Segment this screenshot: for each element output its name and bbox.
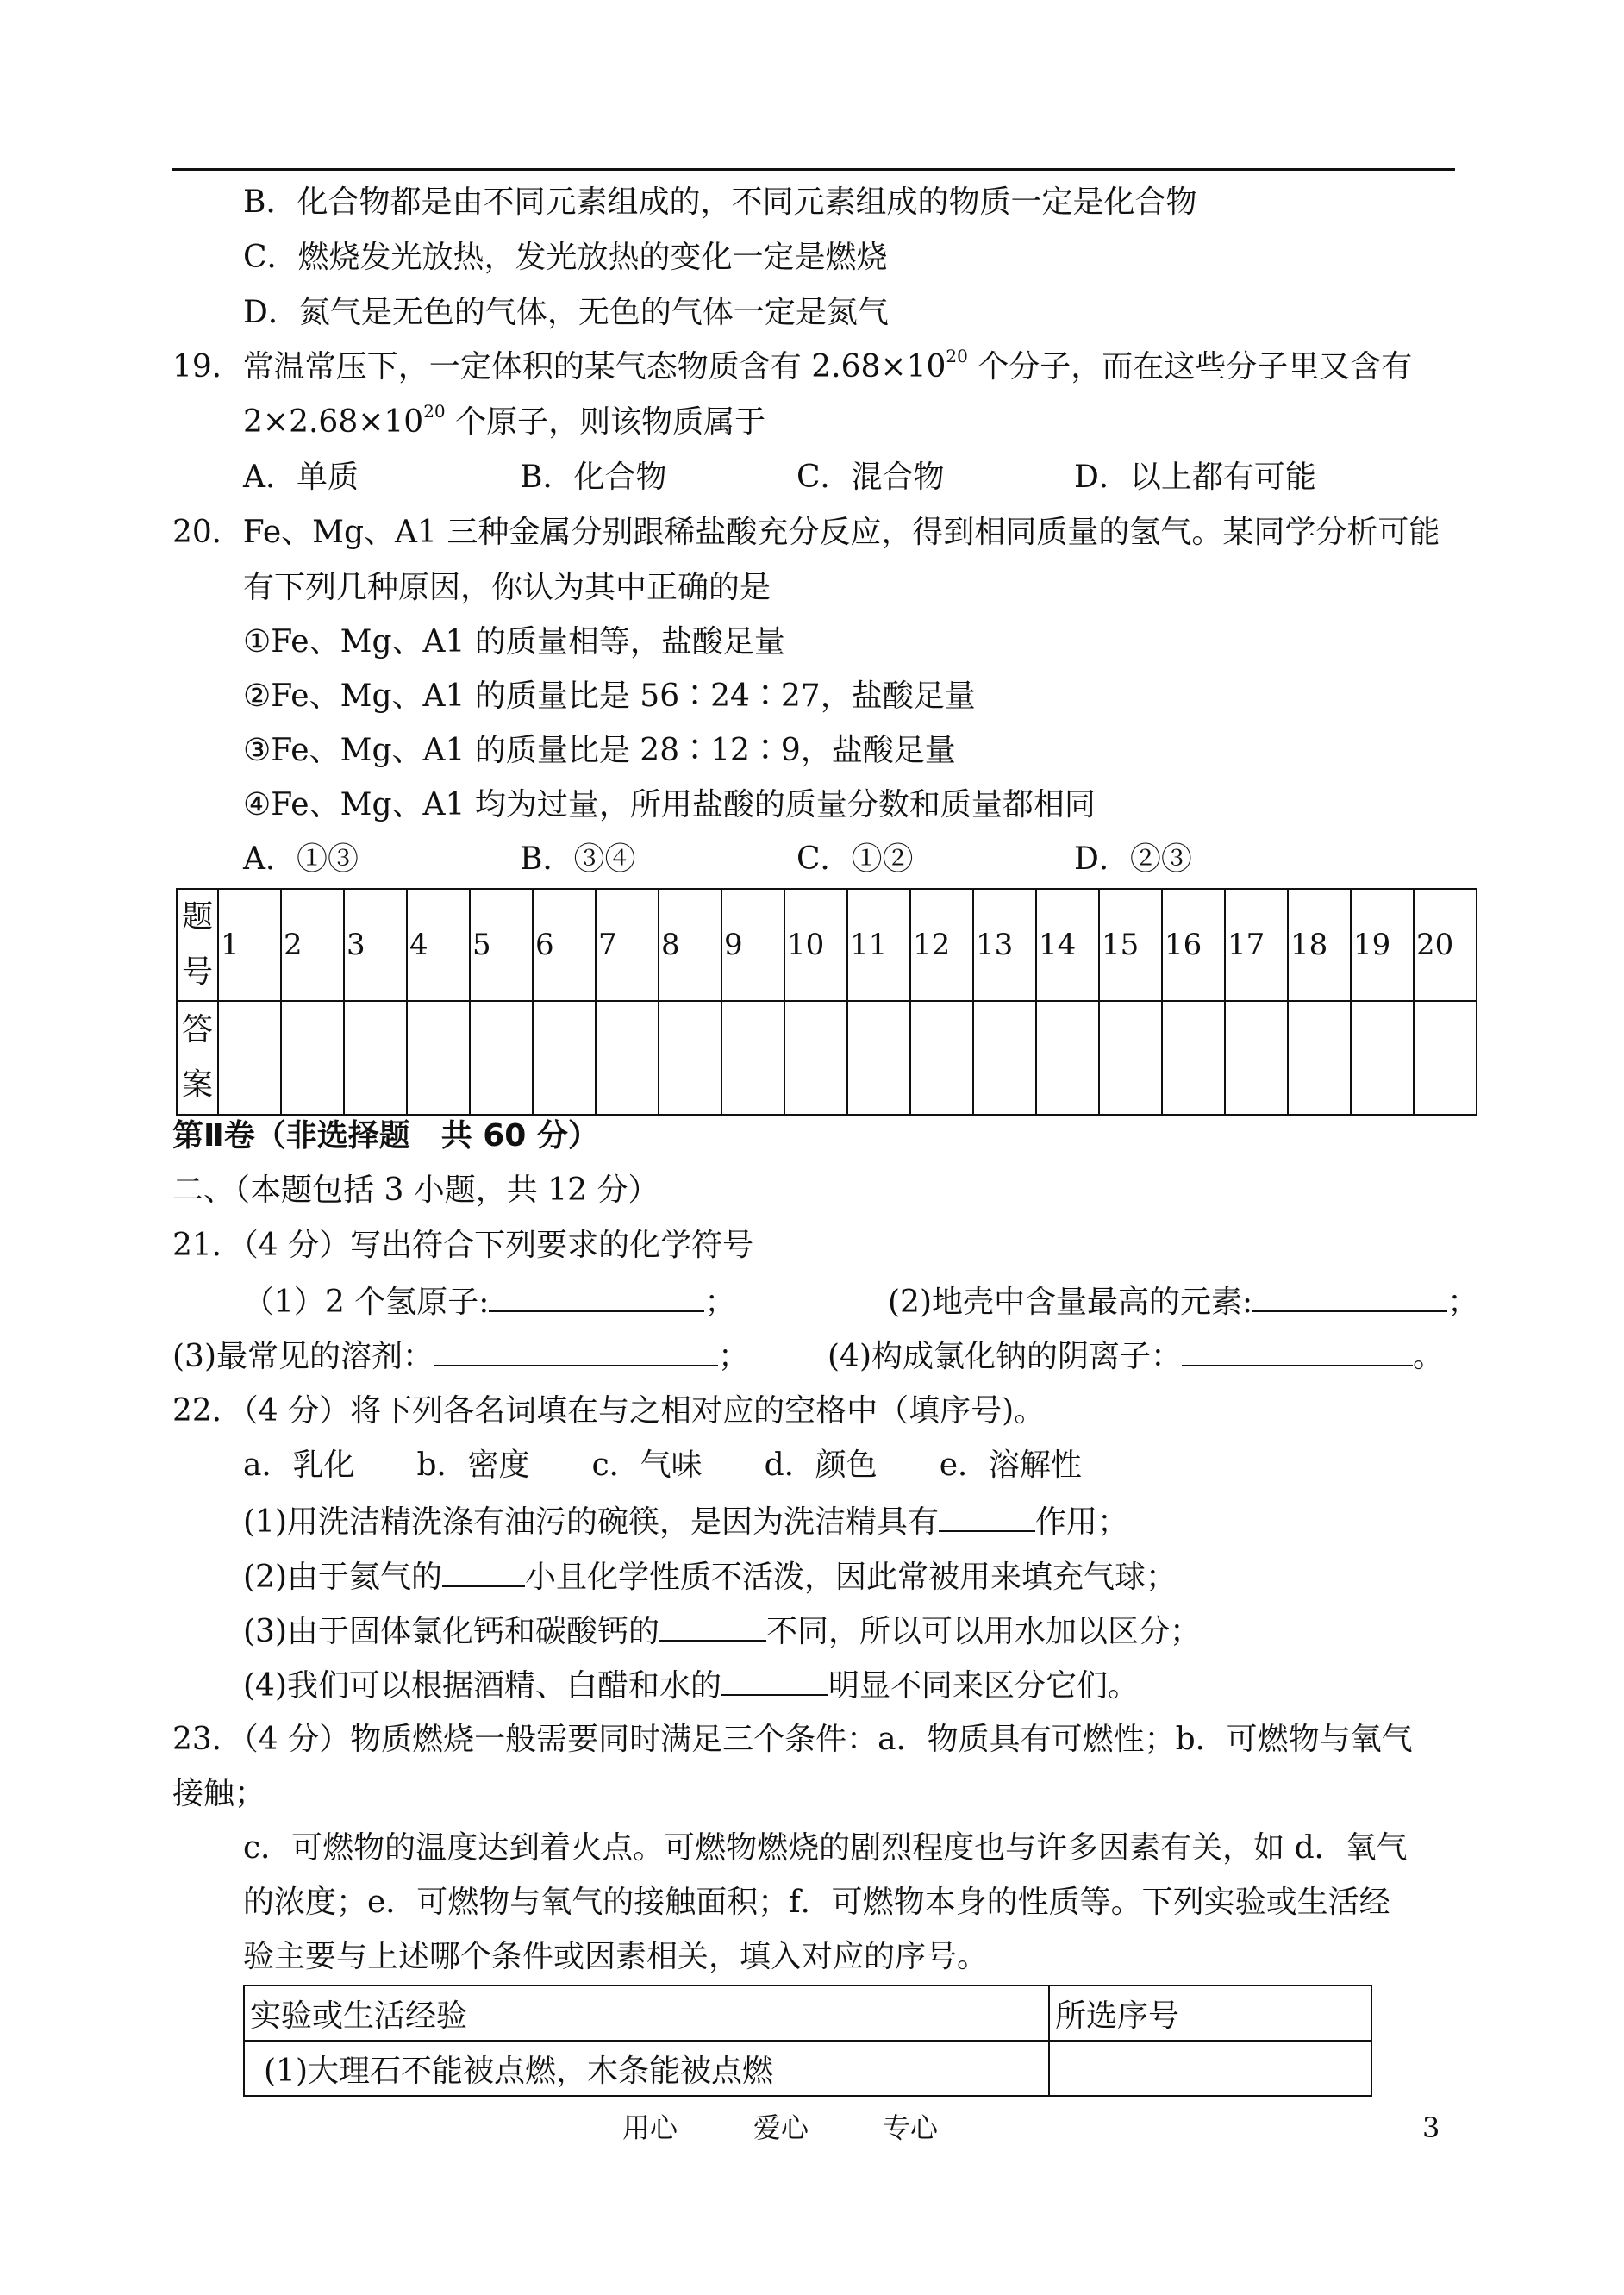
question-number: 4 xyxy=(407,889,470,1001)
q21-item-1: （1）2 个氢原子: ； xyxy=(243,1281,735,1323)
q22-item-4: (4)我们可以根据酒精、白醋和水的 明显不同来区分它们。 xyxy=(243,1665,1139,1706)
answer-cell[interactable] xyxy=(1162,1001,1225,1115)
answer-blank[interactable] xyxy=(442,1556,525,1587)
answer-row xyxy=(177,1001,1477,1115)
answer-cell[interactable] xyxy=(596,1001,659,1115)
footer-motto-1: 用心 xyxy=(622,2111,678,2144)
answer-blank[interactable] xyxy=(1252,1281,1447,1312)
selection-cell[interactable] xyxy=(1049,2041,1371,2096)
question-number: 2 xyxy=(281,889,344,1001)
question-number-row xyxy=(177,889,1477,1001)
answer-header: 答案 xyxy=(177,1001,218,1115)
answer-blank[interactable] xyxy=(939,1501,1035,1532)
answer-cell[interactable] xyxy=(910,1001,973,1115)
q21-item-4: (4)构成氯化钠的阴离子： 。 xyxy=(828,1335,1444,1377)
q20-statement-4: ④Fe、Mg、A1 均为过量，所用盐酸的质量分数和质量都相同 xyxy=(243,787,1096,822)
answer-cell[interactable] xyxy=(784,1001,847,1115)
question-number-header: 题号 xyxy=(177,889,218,1001)
q23-stem-line3: c．可燃物的温度达到着火点。可燃物燃烧的剧烈程度也与许多因素有关，如 d．氧气 xyxy=(243,1830,1408,1866)
answer-blank[interactable] xyxy=(1182,1335,1413,1366)
experience-table xyxy=(243,1985,1372,2097)
q18-option-d: D．氮气是无色的气体，无色的气体一定是氮气 xyxy=(243,295,889,330)
selection-column-header: 所选序号 xyxy=(1049,1985,1371,2041)
exponent: 20 xyxy=(946,346,968,366)
question-number: 5 xyxy=(470,889,533,1001)
question-number: 16 xyxy=(1162,889,1225,1001)
q20-stem-line1: 20．Fe、Mg、A1 三种金属分别跟稀盐酸充分反应，得到相同质量的氢气。某同学分析可能 xyxy=(172,515,1440,550)
page-number: 3 xyxy=(1422,2111,1440,2144)
question-number: 20 xyxy=(1414,889,1477,1001)
experience-column-header: 实验或生活经验 xyxy=(244,1985,1049,2041)
q23-stem-line5: 验主要与上述哪个条件或因素相关，填入对应的序号。 xyxy=(243,1939,989,1974)
q19-option-c: C．混合物 xyxy=(796,460,945,495)
answer-table xyxy=(176,888,1477,1116)
answer-cell[interactable] xyxy=(973,1001,1036,1115)
answer-cell[interactable] xyxy=(1414,1001,1477,1115)
q19-stem-line2: $2\times 2.68\times 10^{20}$ 个原子，则该物质属于 xyxy=(243,401,766,440)
question-number: 10 xyxy=(784,889,847,1001)
question-number: 11 xyxy=(847,889,910,1001)
question-number: 6 xyxy=(533,889,596,1001)
q20-statement-2: ②Fe、Mg、A1 的质量比是 56∶24∶27，盐酸足量 xyxy=(243,678,976,714)
answer-cell[interactable] xyxy=(470,1001,533,1115)
question-number: 3 xyxy=(344,889,407,1001)
q19-option-a: A．单质 xyxy=(243,460,359,495)
q20-option-b: B．③④ xyxy=(520,841,636,877)
answer-blank[interactable] xyxy=(659,1610,766,1642)
answer-cell[interactable] xyxy=(218,1001,281,1115)
question-number: 14 xyxy=(1036,889,1099,1001)
experience-row xyxy=(244,2041,1371,2096)
experience-table-header xyxy=(244,1985,1371,2041)
q18-option-b: B．化合物都是由不同元素组成的，不同元素组成的物质一定是化合物 xyxy=(243,184,1197,220)
q20-option-c: C．①② xyxy=(796,841,914,877)
answer-blank[interactable] xyxy=(434,1335,718,1366)
q23-stem-line4: 的浓度；e．可燃物与氧气的接触面积；f．可燃物本身的性质等。下列实验或生活经 xyxy=(243,1885,1390,1920)
answer-blank[interactable] xyxy=(489,1281,704,1312)
part-2-heading: 二、（本题包括 3 小题，共 12 分） xyxy=(172,1173,659,1208)
q21-item-2: (2)地壳中含量最高的元素: ； xyxy=(888,1281,1478,1323)
answer-cell[interactable] xyxy=(1351,1001,1414,1115)
q22-item-1: (1)用洗洁精洗涤有油污的碗筷，是因为洗洁精具有 作用； xyxy=(243,1501,1128,1542)
answer-cell[interactable] xyxy=(1036,1001,1099,1115)
question-number: 9 xyxy=(721,889,784,1001)
footer-motto-3: 专心 xyxy=(883,2111,939,2144)
answer-cell[interactable] xyxy=(407,1001,470,1115)
question-number: 12 xyxy=(910,889,973,1001)
question-number: 13 xyxy=(973,889,1036,1001)
q22-stem: 22．（4 分）将下列各名词填在与之相对应的空格中（填序号)。 xyxy=(172,1393,1046,1429)
question-number: 19 xyxy=(1351,889,1414,1001)
answer-cell[interactable] xyxy=(721,1001,784,1115)
answer-cell[interactable] xyxy=(281,1001,344,1115)
question-number: 8 xyxy=(659,889,721,1001)
answer-cell[interactable] xyxy=(344,1001,407,1115)
q23-stem-line2: 接触； xyxy=(172,1776,266,1811)
answer-cell[interactable] xyxy=(1225,1001,1288,1115)
q20-statement-1: ①Fe、Mg、A1 的质量相等，盐酸足量 xyxy=(243,624,785,660)
question-number: 1 xyxy=(218,889,281,1001)
question-number: 15 xyxy=(1099,889,1162,1001)
q21-item-3: (3)最常见的溶剂： ； xyxy=(172,1335,749,1377)
q19-option-b: B．化合物 xyxy=(520,460,667,495)
q20-statement-3: ③Fe、Mg、A1 的质量比是 28∶12∶9，盐酸足量 xyxy=(243,733,956,768)
q19-option-d: D．以上都有可能 xyxy=(1074,460,1316,495)
header-rule xyxy=(172,168,1455,171)
answer-cell[interactable] xyxy=(659,1001,721,1115)
section-2-title: 第Ⅱ卷（非选择题 共 60 分） xyxy=(172,1118,599,1154)
answer-cell[interactable] xyxy=(1288,1001,1351,1115)
q18-option-c: C．燃烧发光放热，发光放热的变化一定是燃烧 xyxy=(243,240,888,275)
question-number: 18 xyxy=(1288,889,1351,1001)
q22-terms: a．乳化 b．密度 c．气味 d．颜色 e．溶解性 xyxy=(243,1448,1083,1483)
answer-cell[interactable] xyxy=(847,1001,910,1115)
answer-cell[interactable] xyxy=(533,1001,596,1115)
q20-stem-line2: 有下列几种原因，你认为其中正确的是 xyxy=(243,570,771,605)
question-number: 17 xyxy=(1225,889,1288,1001)
q20-option-a: A．①③ xyxy=(243,841,359,877)
question-number: 7 xyxy=(596,889,659,1001)
q19-stem-line1: 19．常温常压下，一定体积的某气态物质含有 $2.68\times 10^{20}$ 个分子，而在这些分子里又含有 xyxy=(172,346,1413,385)
q20-option-d: D．②③ xyxy=(1074,841,1192,877)
q21-stem: 21．（4 分）写出符合下列要求的化学符号 xyxy=(172,1228,754,1263)
answer-cell[interactable] xyxy=(1099,1001,1162,1115)
q23-stem-line1: 23．（4 分）物质燃烧一般需要同时满足三个条件：a．物质具有可燃性；b．可燃物与氧气 xyxy=(172,1722,1413,1757)
experience-item-1: (1)大理石不能被点燃，木条能被点燃 xyxy=(244,2041,1049,2096)
exponent: 20 xyxy=(423,401,446,422)
q22-item-3: (3)由于固体氯化钙和碳酸钙的 不同，所以可以用水加以区分； xyxy=(243,1610,1201,1652)
q22-item-2: (2)由于氦气的 小且化学性质不活泼，因此常被用来填充气球； xyxy=(243,1556,1177,1598)
footer-motto-2: 爱心 xyxy=(753,2111,809,2144)
answer-blank[interactable] xyxy=(721,1665,828,1696)
